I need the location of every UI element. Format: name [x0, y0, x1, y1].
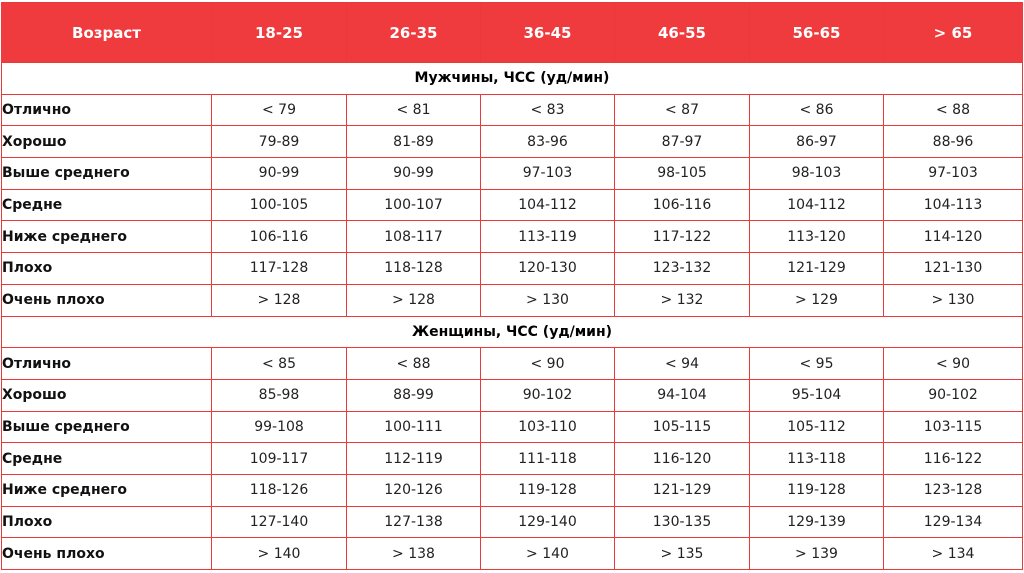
table-cell: 94-104 — [615, 379, 750, 411]
table-cell: 83-96 — [481, 126, 615, 158]
table-cell: 103-110 — [481, 411, 615, 443]
table-cell: < 88 — [347, 348, 481, 380]
table-cell: 123-132 — [615, 253, 750, 285]
table-cell: 116-122 — [884, 443, 1023, 475]
row-label: Отлично — [2, 348, 212, 380]
table-cell: 119-128 — [481, 474, 615, 506]
table-cell: 118-128 — [347, 253, 481, 285]
table-cell: 116-120 — [615, 443, 750, 475]
table-cell: 104-112 — [750, 189, 884, 221]
age-header-label: Возраст — [2, 3, 212, 63]
table-cell: 108-117 — [347, 221, 481, 253]
table-row — [2, 158, 1023, 190]
table-cell: 119-128 — [750, 474, 884, 506]
row-label: Плохо — [2, 253, 212, 285]
row-label: Очень плохо — [2, 538, 212, 570]
table-cell: 87-97 — [615, 126, 750, 158]
table-cell: 113-119 — [481, 221, 615, 253]
row-label: Выше среднего — [2, 158, 212, 190]
table-cell: 112-119 — [347, 443, 481, 475]
table-row — [2, 348, 1023, 380]
table-cell: 95-104 — [750, 379, 884, 411]
row-label: Ниже среднего — [2, 221, 212, 253]
table-cell: 100-111 — [347, 411, 481, 443]
table-cell: < 90 — [481, 348, 615, 380]
table-cell: 90-99 — [212, 158, 347, 190]
table-cell: > 139 — [750, 538, 884, 570]
table-cell: 103-115 — [884, 411, 1023, 443]
age-column-18-25: 18-25 — [212, 3, 347, 63]
section-title-row — [2, 63, 1023, 95]
table-cell: 121-129 — [615, 474, 750, 506]
table-cell: 106-116 — [212, 221, 347, 253]
table-cell: 98-103 — [750, 158, 884, 190]
table-row — [2, 379, 1023, 411]
row-label: Отлично — [2, 94, 212, 126]
table-cell: 121-130 — [884, 253, 1023, 285]
row-label: Плохо — [2, 506, 212, 538]
row-label: Хорошо — [2, 379, 212, 411]
table-cell: 121-129 — [750, 253, 884, 285]
table-cell: 129-140 — [481, 506, 615, 538]
table-row — [2, 443, 1023, 475]
table-cell: 86-97 — [750, 126, 884, 158]
table-cell: 123-128 — [884, 474, 1023, 506]
table-cell: > 130 — [884, 284, 1023, 316]
table-row — [2, 189, 1023, 221]
table-cell: > 128 — [347, 284, 481, 316]
age-column-46-55: 46-55 — [615, 3, 750, 63]
age-column-56-65: 56-65 — [750, 3, 884, 63]
table-cell: 129-139 — [750, 506, 884, 538]
table-cell: 120-130 — [481, 253, 615, 285]
table-cell: 113-118 — [750, 443, 884, 475]
table-cell: > 132 — [615, 284, 750, 316]
table-cell: > 134 — [884, 538, 1023, 570]
table-cell: > 135 — [615, 538, 750, 570]
table-row — [2, 253, 1023, 285]
table-cell: > 128 — [212, 284, 347, 316]
table-cell: 90-102 — [481, 379, 615, 411]
section-title-row — [2, 316, 1023, 348]
table-cell: 114-120 — [884, 221, 1023, 253]
row-label: Выше среднего — [2, 411, 212, 443]
table-row — [2, 221, 1023, 253]
table-cell: 104-113 — [884, 189, 1023, 221]
row-label: Хорошо — [2, 126, 212, 158]
table-cell: 90-99 — [347, 158, 481, 190]
table-cell: 99-108 — [212, 411, 347, 443]
row-label: Очень плохо — [2, 284, 212, 316]
table-cell: 97-103 — [481, 158, 615, 190]
table-cell: > 138 — [347, 538, 481, 570]
table-cell: 104-112 — [481, 189, 615, 221]
age-column-over-65: > 65 — [884, 3, 1023, 63]
table-cell: > 140 — [481, 538, 615, 570]
table-cell: 105-112 — [750, 411, 884, 443]
table-cell: 88-96 — [884, 126, 1023, 158]
table-cell: 127-140 — [212, 506, 347, 538]
table-cell: < 88 — [884, 94, 1023, 126]
table-row — [2, 506, 1023, 538]
table-cell: > 130 — [481, 284, 615, 316]
table-cell: < 85 — [212, 348, 347, 380]
table-row — [2, 94, 1023, 126]
section-title: Мужчины, ЧСС (уд/мин) — [2, 63, 1023, 95]
age-column-26-35: 26-35 — [347, 3, 481, 63]
table-row — [2, 126, 1023, 158]
table-cell: 130-135 — [615, 506, 750, 538]
table-cell: 98-105 — [615, 158, 750, 190]
table-cell: 88-99 — [347, 379, 481, 411]
table-cell: < 95 — [750, 348, 884, 380]
table-cell: 105-115 — [615, 411, 750, 443]
table-cell: 118-126 — [212, 474, 347, 506]
table-cell: > 129 — [750, 284, 884, 316]
table-row — [2, 538, 1023, 570]
table-cell: 100-107 — [347, 189, 481, 221]
table-cell: 90-102 — [884, 379, 1023, 411]
table-row — [2, 474, 1023, 506]
table-cell: < 90 — [884, 348, 1023, 380]
table-cell: < 83 — [481, 94, 615, 126]
table-row — [2, 284, 1023, 316]
table-cell: 106-116 — [615, 189, 750, 221]
table-cell: < 94 — [615, 348, 750, 380]
table-cell: 97-103 — [884, 158, 1023, 190]
table-cell: < 79 — [212, 94, 347, 126]
table-cell: < 81 — [347, 94, 481, 126]
table-body — [2, 63, 1023, 570]
table-cell: 100-105 — [212, 189, 347, 221]
table-cell: 109-117 — [212, 443, 347, 475]
table-cell: 127-138 — [347, 506, 481, 538]
table-cell: 117-122 — [615, 221, 750, 253]
table-cell: 117-128 — [212, 253, 347, 285]
table-cell: 111-118 — [481, 443, 615, 475]
table-cell: > 140 — [212, 538, 347, 570]
section-title: Женщины, ЧСС (уд/мин) — [2, 316, 1023, 348]
table-cell: 120-126 — [347, 474, 481, 506]
table-header — [2, 3, 1023, 63]
table-cell: 113-120 — [750, 221, 884, 253]
table-cell: < 87 — [615, 94, 750, 126]
table-cell: 129-134 — [884, 506, 1023, 538]
heart-rate-table — [1, 2, 1023, 570]
table-row — [2, 411, 1023, 443]
table-cell: 79-89 — [212, 126, 347, 158]
table-cell: 85-98 — [212, 379, 347, 411]
header-row — [2, 3, 1023, 63]
row-label: Ниже среднего — [2, 474, 212, 506]
table-cell: 81-89 — [347, 126, 481, 158]
row-label: Средне — [2, 443, 212, 475]
row-label: Средне — [2, 189, 212, 221]
table-cell: < 86 — [750, 94, 884, 126]
age-column-36-45: 36-45 — [481, 3, 615, 63]
